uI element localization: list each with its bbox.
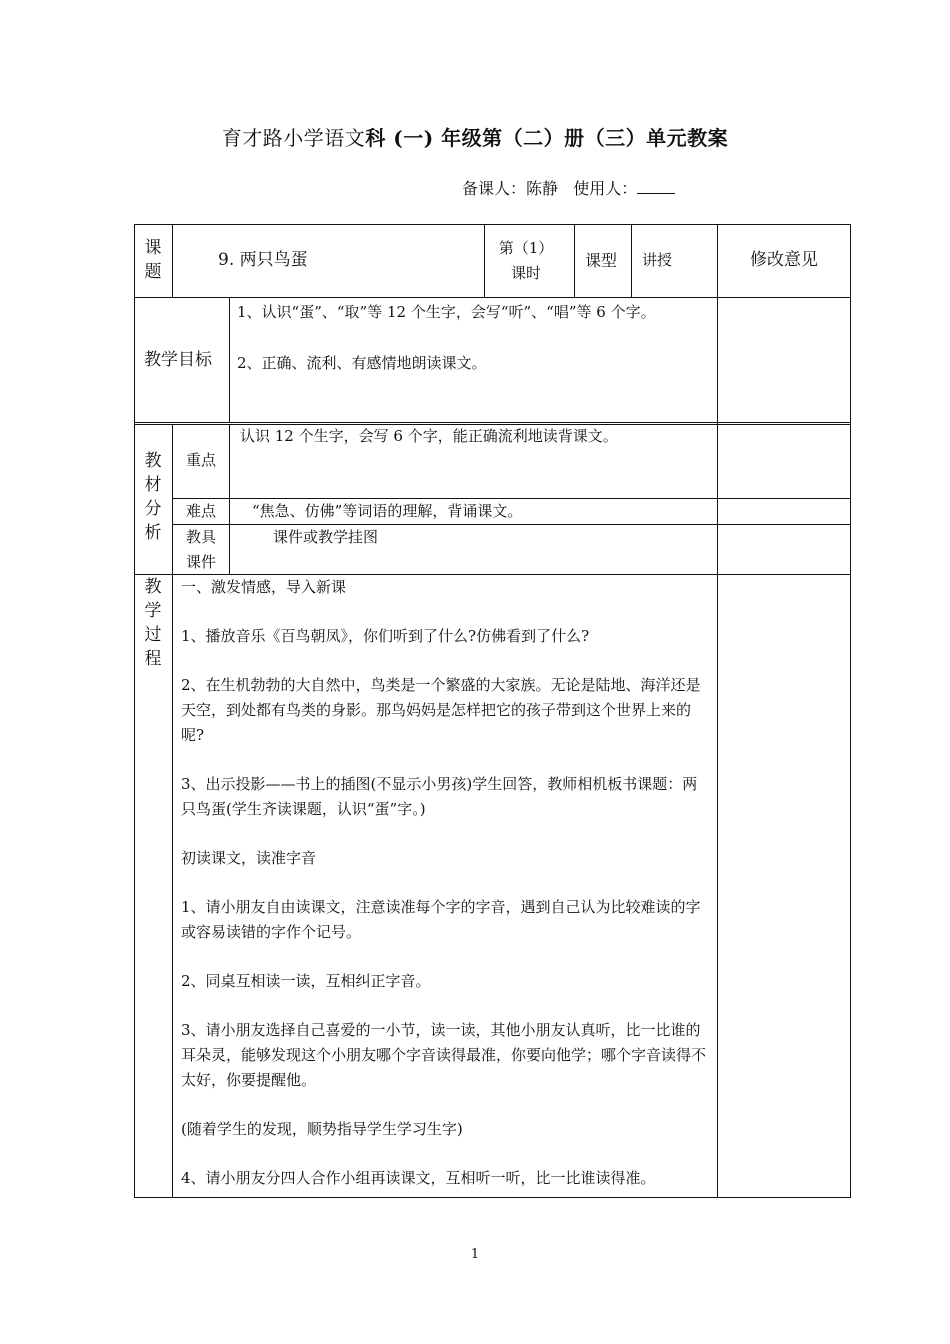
goal-item: 2、正确、流利、有感情地朗读课文。	[237, 354, 487, 372]
column-divider	[574, 224, 575, 298]
row-divider	[134, 297, 851, 298]
user-blank	[637, 179, 675, 194]
process-paragraph: 一、激发情感，导入新课	[181, 578, 347, 596]
goals-label: 教学目标	[144, 350, 212, 370]
lesson-period: 第（1）课时	[498, 239, 554, 282]
revision-header: 修改意见	[750, 250, 818, 270]
process-content	[181, 575, 711, 1191]
page-number: 1	[470, 1247, 480, 1262]
process-paragraph: (随着学生的发现，顺势指导学生学习生字)	[181, 1120, 463, 1138]
goal-item: 1、认识“蛋”、“取”等 12 个生字，会写“听”、“唱”等 6 个字。	[237, 303, 656, 321]
analysis-label: 教材分析	[144, 451, 162, 543]
process-label: 教学过程	[144, 577, 162, 669]
lesson-type-label: 课型	[585, 251, 618, 270]
preparer-label: 备课人：陈静	[462, 179, 559, 198]
topic-label: 课题	[144, 238, 162, 282]
column-divider	[631, 224, 632, 298]
column-divider	[229, 297, 230, 423]
user-label: 使用人：	[573, 179, 638, 198]
key-point-label: 重点	[186, 451, 217, 469]
column-divider	[172, 424, 173, 1198]
difficulty-text: “焦急、仿佛”等词语的理解，背诵课文。	[252, 502, 523, 520]
table-border-right	[850, 224, 851, 1198]
table-border-top	[134, 224, 851, 225]
table-border-bottom	[134, 1197, 851, 1198]
author-line	[462, 176, 675, 199]
lesson-plan-table	[134, 224, 851, 1198]
column-divider	[172, 224, 173, 298]
column-divider	[229, 424, 230, 575]
page-title: 育才路小学语文科 (一) 年级第（二）册（三）单元教案	[221, 126, 729, 150]
process-paragraph: 初读课文，读准字音	[181, 849, 317, 867]
key-point-text: 认识 12 个生字，会写 6 个字，能正确流利地读背课文。	[240, 427, 618, 445]
process-paragraph: 1、播放音乐《百鸟朝凤》，你们听到了什么?仿佛看到了什么?	[181, 627, 590, 645]
process-paragraph: 3、出示投影——书上的插图(不显示小男孩)学生回答，教师相机板书课题：两只鸟蛋(学生齐读课题，认识“蛋”字。)	[181, 775, 698, 818]
goals-content	[237, 300, 713, 376]
lesson-title: 9. 两只鸟蛋	[218, 250, 308, 270]
row-divider	[134, 422, 851, 423]
process-paragraph: 2、在生机勃勃的大自然中，鸟类是一个繁盛的大家族。无论是陆地、海洋还是天空，到处都有鸟类的身影。那鸟妈妈是怎样把它的孩子带到这个世界上来的呢?	[181, 676, 701, 744]
table-border-left	[134, 224, 135, 1198]
lesson-type-value: 讲授	[642, 251, 673, 269]
tools-text: 课件或教学挂图	[273, 528, 379, 546]
column-divider	[717, 224, 718, 1198]
difficulty-label: 难点	[186, 502, 217, 520]
tools-label: 教具课件	[186, 528, 217, 571]
column-divider	[484, 224, 485, 298]
process-paragraph: 2、同桌互相读一读，互相纠正字音。	[181, 972, 431, 990]
process-paragraph: 3、请小朋友选择自己喜爱的一小节，读一读，其他小朋友认真听，比一比谁的耳朵灵，能够发现这个小朋友哪个字音读得最准，你要向他学；哪个字音读得不太好，你要提醒他。	[181, 1021, 707, 1089]
process-paragraph: 1、请小朋友自由读课文，注意读准每个字的字音，遇到自己认为比较难读的字或容易读错的字作个记号。	[181, 898, 701, 941]
process-paragraph: 4、请小朋友分四人合作小组再读课文，互相听一听，比一比谁读得准。	[181, 1169, 656, 1187]
